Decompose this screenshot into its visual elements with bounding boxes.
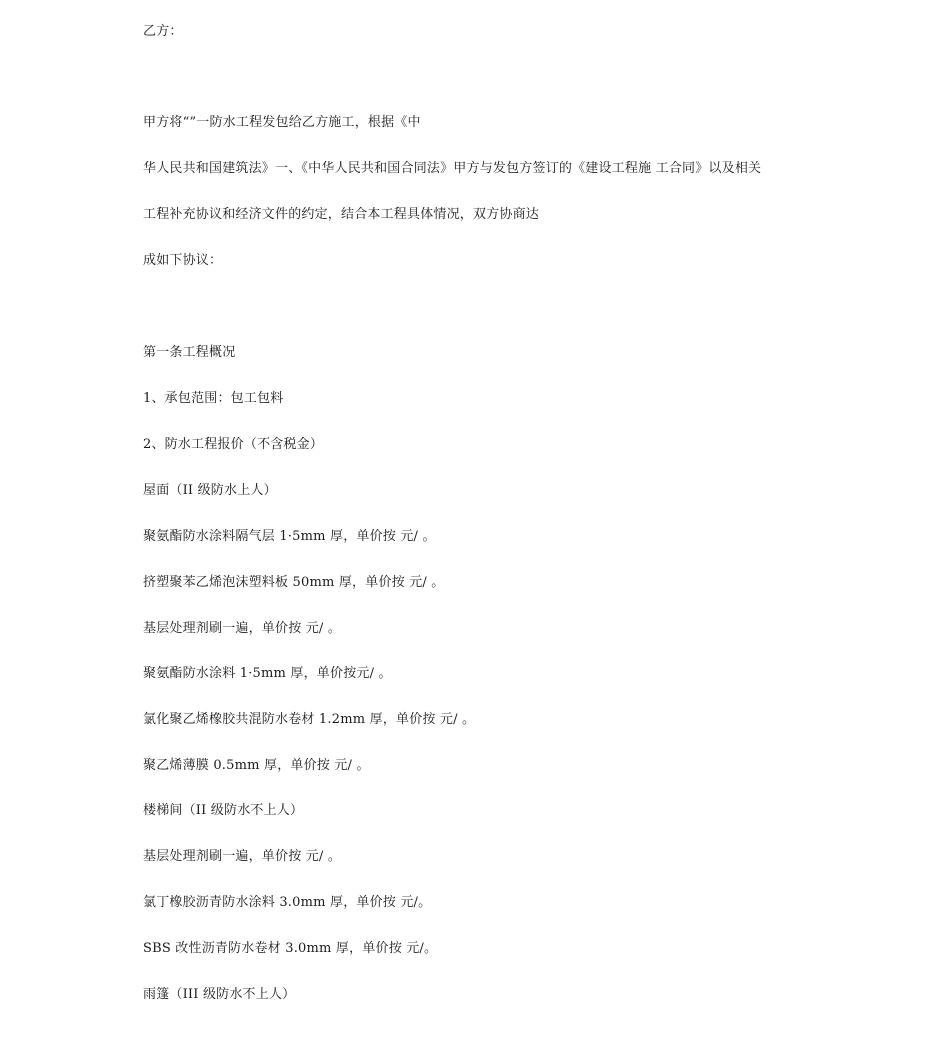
- roof-item: 氯化聚乙烯橡胶共混防水卷材 1.2mm 厚，单价按 元/ 。: [143, 712, 476, 727]
- roof-item: 聚氨酯防水涂料隔气层 1·5mm 厚，单价按 元/ 。: [143, 529, 436, 544]
- intro-line-2: 华人民共和国建筑法》一、《中华人民共和国合同法》甲方与发包方签订的《建设工程施 工合同》以及相关: [143, 161, 762, 176]
- roof-item: 聚氨酯防水涂料 1·5mm 厚，单价按元/ 。: [143, 666, 392, 681]
- quote-title: 2、防水工程报价（不含税金）: [143, 437, 324, 452]
- stairwell-item: 氯丁橡胶沥青防水涂料 3.0mm 厚，单价按 元/。: [143, 895, 432, 910]
- roof-item: 聚乙烯薄膜 0.5mm 厚，单价按 元/ 。: [143, 758, 370, 773]
- intro-line-3: 工程补充协议和经济文件的约定，结合本工程具体情况，双方协商达: [143, 207, 540, 222]
- stairwell-item: SBS 改性沥青防水卷材 3.0mm 厚，单价按 元/。: [143, 941, 438, 956]
- canopy-heading: 雨篷（III 级防水不上人）: [143, 987, 296, 1002]
- scope-item: 1、承包范围：包工包料: [143, 391, 284, 406]
- stairwell-heading: 楼梯间（II 级防水不上人）: [143, 803, 304, 818]
- stairwell-item: 基层处理剂刷一遍，单价按 元/ 。: [143, 849, 342, 864]
- intro-line-1: 甲方将“”一防水工程发包给乙方施工，根据《中: [143, 115, 421, 130]
- roof-heading: 屋面（II 级防水上人）: [143, 483, 277, 498]
- roof-item: 挤塑聚苯乙烯泡沫塑料板 50mm 厚，单价按 元/ 。: [143, 575, 445, 590]
- intro-line-4: 成如下协议：: [143, 253, 223, 268]
- roof-item: 基层处理剂刷一遍，单价按 元/ 。: [143, 621, 342, 636]
- article-1-title: 第一条工程概况: [143, 345, 236, 360]
- party-b-label: 乙方：: [143, 24, 183, 39]
